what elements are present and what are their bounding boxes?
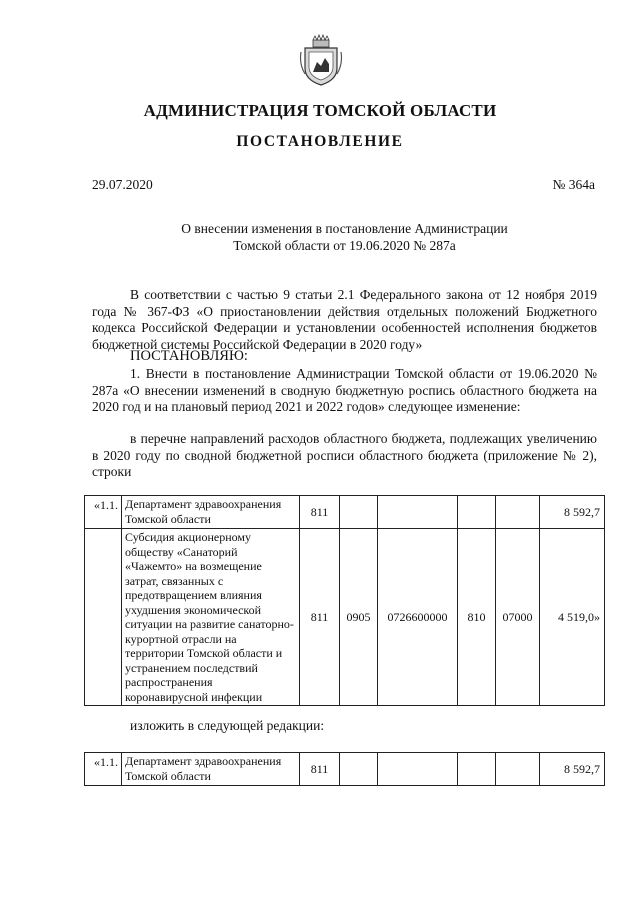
document-subject <box>92 221 597 254</box>
row-code: 811 <box>300 529 340 706</box>
item-1-detail-paragraph: в перечне направлений расходов областного бюджета, подлежащих увеличению в 2020 году по сводной бюджетной росписи областного бюджета (приложение № 2), строки <box>92 431 597 479</box>
row-amount: 8 592,7 <box>540 753 605 786</box>
row-extra: 07000 <box>496 529 540 706</box>
item-1-paragraph: 1. Внести в постановление Администрации Томской области от 19.06.2020 № 287а «О внесении изменений в сводную бюджетную роспись областного бюджета на 2020 год и на плановый период 2021 и 2022 годов» следующее изменение: <box>92 366 597 414</box>
row-code: 811 <box>300 496 340 529</box>
row-number: «1.1. <box>85 496 122 529</box>
row-code: 811 <box>300 753 340 786</box>
row-name: Департамент здравоохранения Томской области <box>122 753 300 786</box>
tomsk-oblast-coat-of-arms-icon <box>299 34 343 86</box>
table-row <box>85 753 605 786</box>
row-target <box>378 496 458 529</box>
old-rows-table <box>84 495 605 706</box>
row-extra <box>496 496 540 529</box>
preamble-paragraph: В соответствии с частью 9 статьи 2.1 Федерального закона от 12 ноября 2019 года № 367-ФЗ «О приостановлении действия отдельных положений Бюджетного кодекса Российской Федерации и установлении особенностей исполнения бюджетов бюджетной системы Российской Федерации в 2020 году» <box>92 287 597 352</box>
resolve-heading: ПОСТАНОВЛЯЮ: <box>130 348 248 364</box>
row-target: 0726600000 <box>378 529 458 706</box>
replace-instruction: изложить в следующей редакции: <box>130 718 325 733</box>
document-type: ПОСТАНОВЛЕНИЕ <box>236 133 404 150</box>
subject-line-2: Томской области от 19.06.2020 № 287а <box>233 237 456 253</box>
document-date: 29.07.2020 <box>92 177 153 192</box>
document-number: № 364а <box>552 177 595 192</box>
table-row <box>85 496 605 529</box>
row-name: Департамент здравоохранения Томской области <box>122 496 300 529</box>
row-extra <box>496 753 540 786</box>
row-section <box>340 753 378 786</box>
table-row <box>85 529 605 706</box>
row-vr: 810 <box>458 529 496 706</box>
new-rows-table <box>84 752 605 786</box>
row-amount: 4 519,0» <box>540 529 605 706</box>
row-number <box>85 529 122 706</box>
row-target <box>378 753 458 786</box>
row-section <box>340 496 378 529</box>
row-section: 0905 <box>340 529 378 706</box>
row-vr <box>458 496 496 529</box>
organization-title: АДМИНИСТРАЦИЯ ТОМСКОЙ ОБЛАСТИ <box>143 101 497 120</box>
row-vr <box>458 753 496 786</box>
row-amount: 8 592,7 <box>540 496 605 529</box>
row-number: «1.1. <box>85 753 122 786</box>
row-name: Субсидия акционерному обществу «Санаторий «Чажемто» на возмещение затрат, связанных с предотвращением влияния ухудшения экономической ситуации на развитие санаторно-курортной отрасли на территории Томской области и устранением последствий распространения коронавирусной инфекции <box>122 529 300 706</box>
subject-line-1: О внесении изменения в постановление Администрации <box>181 221 508 236</box>
